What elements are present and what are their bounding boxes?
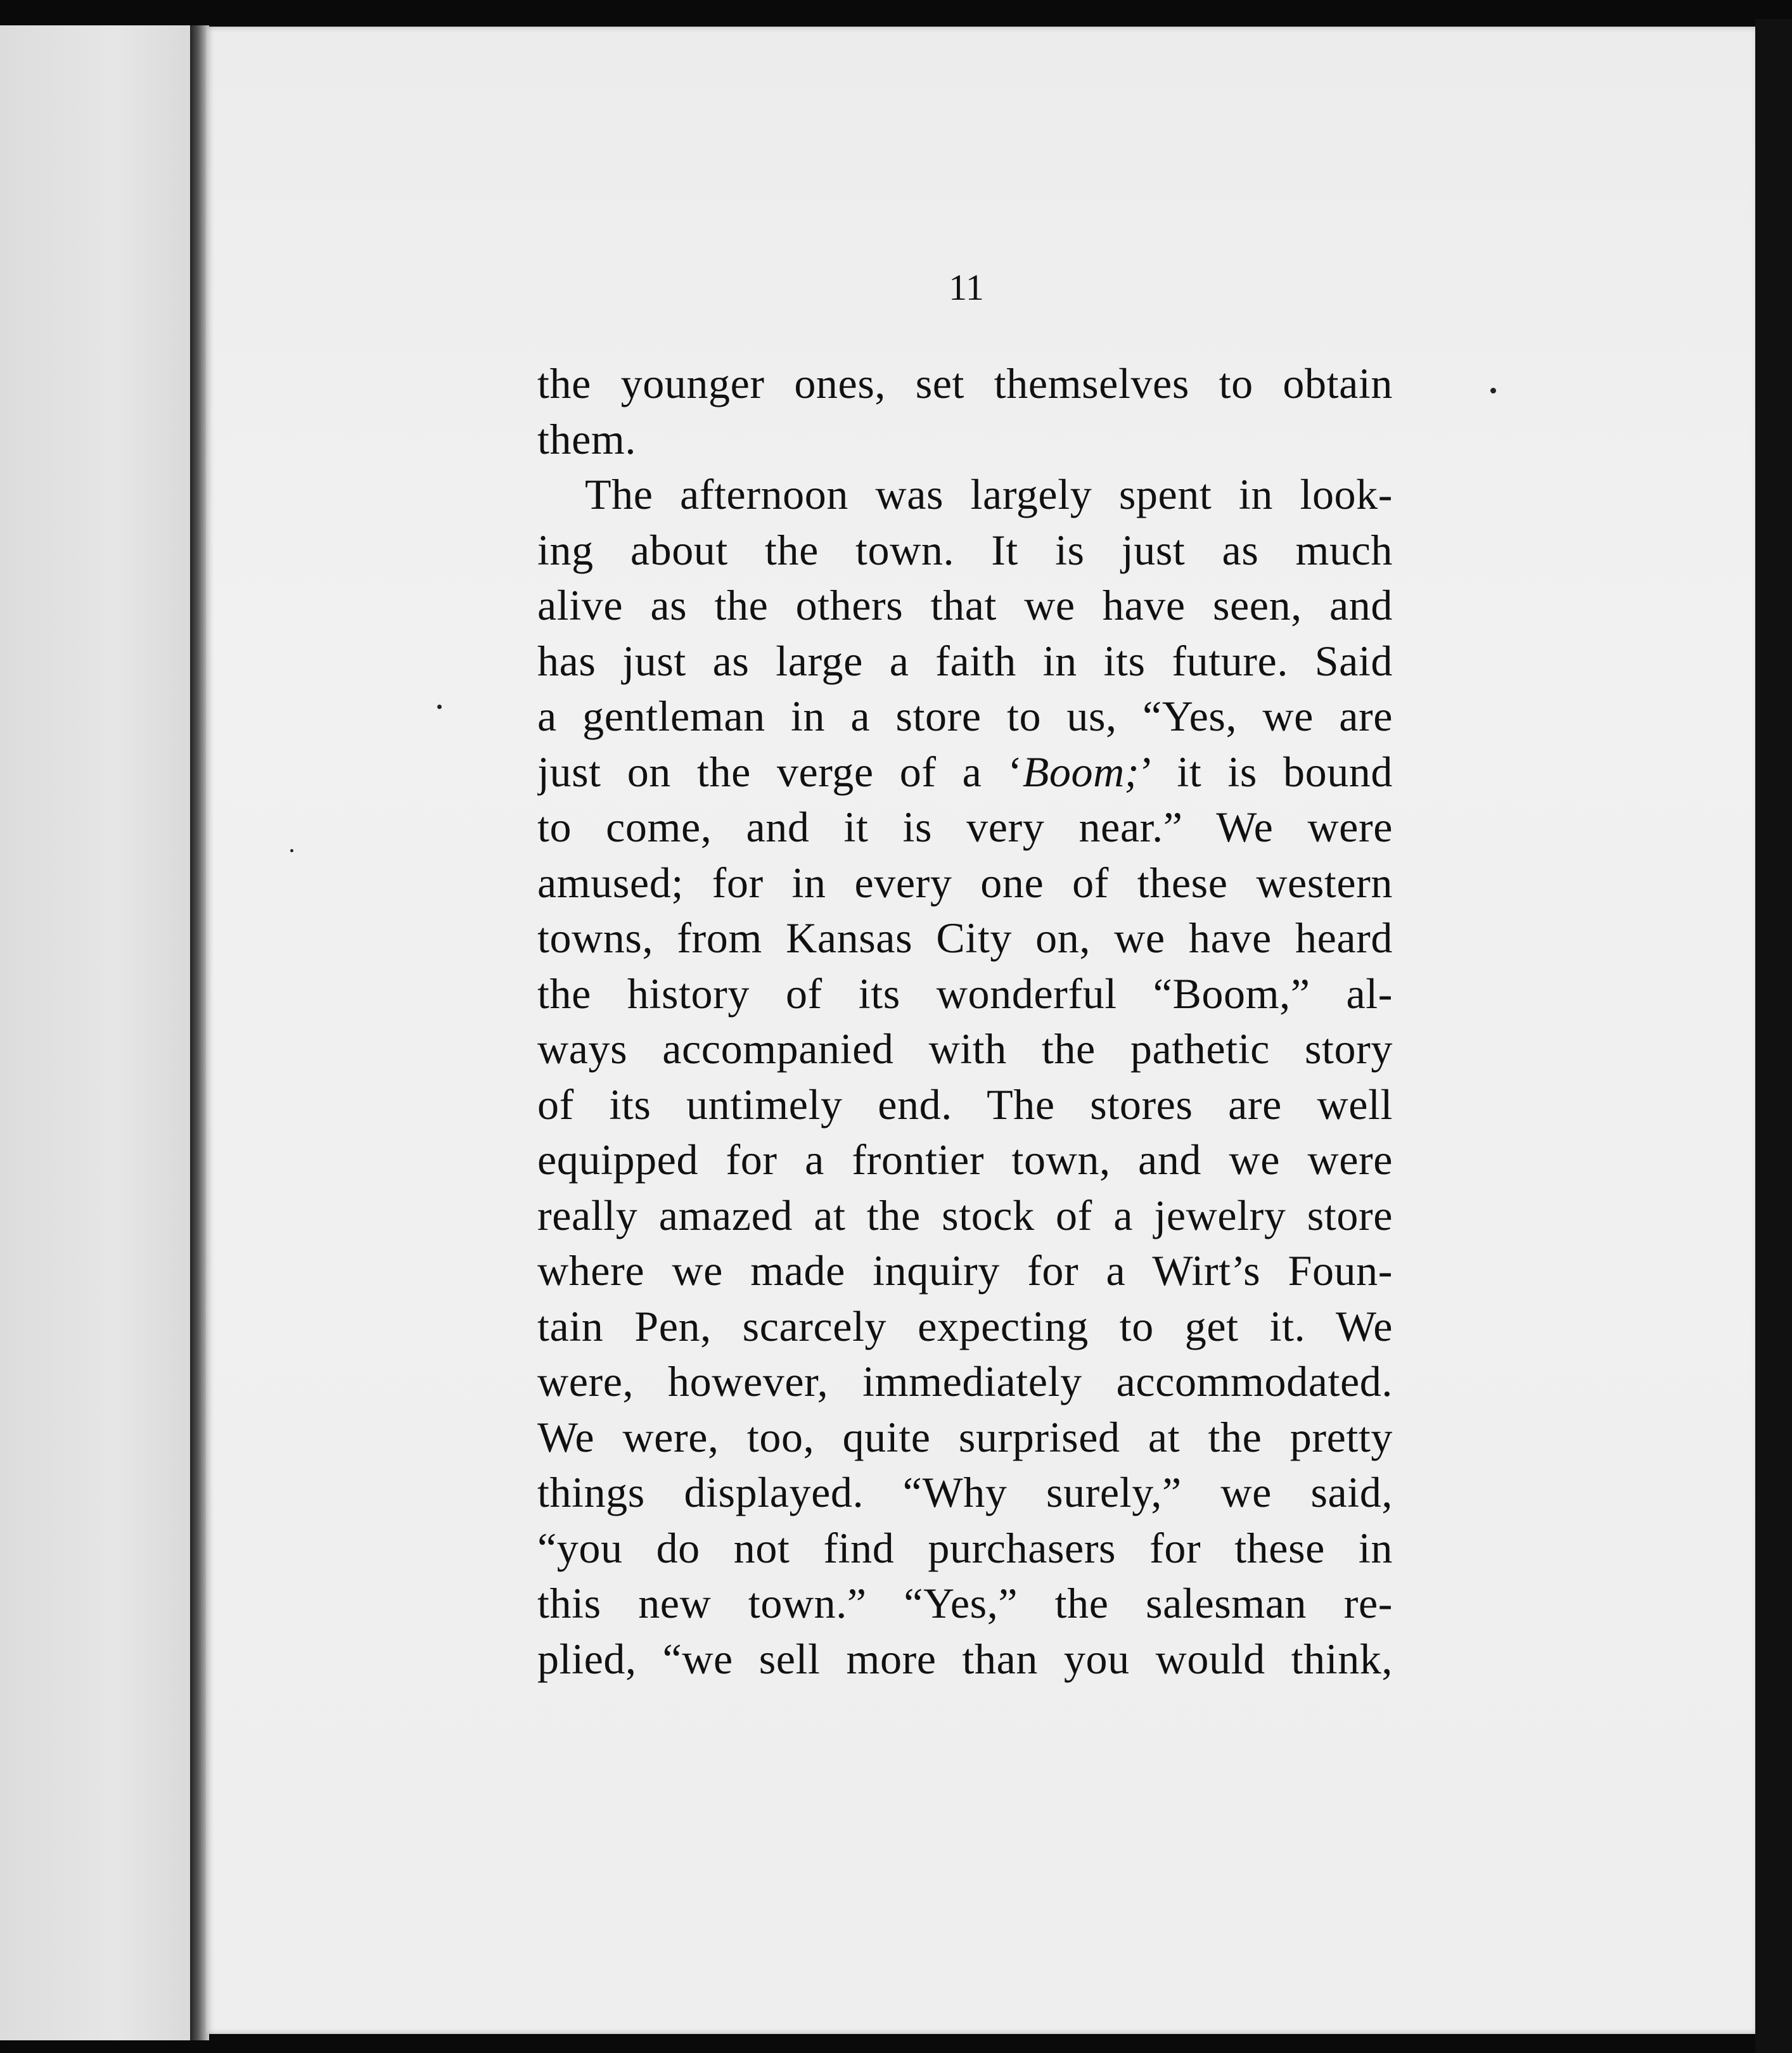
text-line: plied, “we sell more than you would think, bbox=[537, 1634, 1393, 1683]
ink-speck bbox=[1490, 388, 1496, 393]
ink-speck bbox=[437, 705, 442, 709]
ink-speck bbox=[290, 849, 293, 852]
text-line: towns, from Kansas City on, we have heard bbox=[537, 914, 1393, 962]
page-body-text bbox=[537, 356, 1393, 1687]
text-line: them. bbox=[537, 414, 636, 463]
facing-page bbox=[0, 25, 196, 2040]
text-line: a gentleman in a store to us, “Yes, we are bbox=[537, 692, 1393, 740]
text-line: of its untimely end. The stores are well bbox=[537, 1080, 1393, 1129]
page-edge bbox=[1755, 19, 1792, 2053]
text-line: were, however, immediately accommodated. bbox=[537, 1357, 1393, 1405]
text-line: things displayed. “Why surely,” we said, bbox=[537, 1468, 1393, 1516]
text-line: equipped for a frontier town, and we were bbox=[537, 1135, 1393, 1184]
text-line: The afternoon was largely spent in look- bbox=[585, 470, 1393, 518]
text-line: this new town.” “Yes,” the salesman re- bbox=[537, 1579, 1393, 1627]
text-line: amused; for in every one of these western bbox=[537, 858, 1393, 907]
italic-word: Boom; bbox=[1022, 747, 1140, 796]
text-line: We were, too, quite surprised at the pretty bbox=[537, 1412, 1393, 1461]
text-line: the younger ones, set themselves to obtain bbox=[537, 359, 1393, 407]
text-line: tain Pen, scarcely expecting to get it. We bbox=[537, 1302, 1393, 1350]
page-number: 11 bbox=[949, 267, 984, 308]
text-line: just on the verge of a ‘Boom;’ it is bound bbox=[537, 747, 1393, 796]
text-line: the history of its wonderful “Boom,” al- bbox=[537, 969, 1393, 1018]
text-line: ing about the town. It is just as much bbox=[537, 525, 1393, 574]
text-line: ways accompanied with the pathetic story bbox=[537, 1025, 1393, 1073]
text-line: to come, and it is very near.” We were bbox=[537, 803, 1393, 851]
text-line: where we made inquiry for a Wirt’s Foun- bbox=[537, 1246, 1393, 1295]
text-line: alive as the others that we have seen, and bbox=[537, 581, 1393, 629]
text-line: has just as large a faith in its future. Said bbox=[537, 636, 1393, 685]
text-line: really amazed at the stock of a jewelry store bbox=[537, 1191, 1393, 1239]
text-line: “you do not find purchasers for these in bbox=[537, 1523, 1393, 1572]
